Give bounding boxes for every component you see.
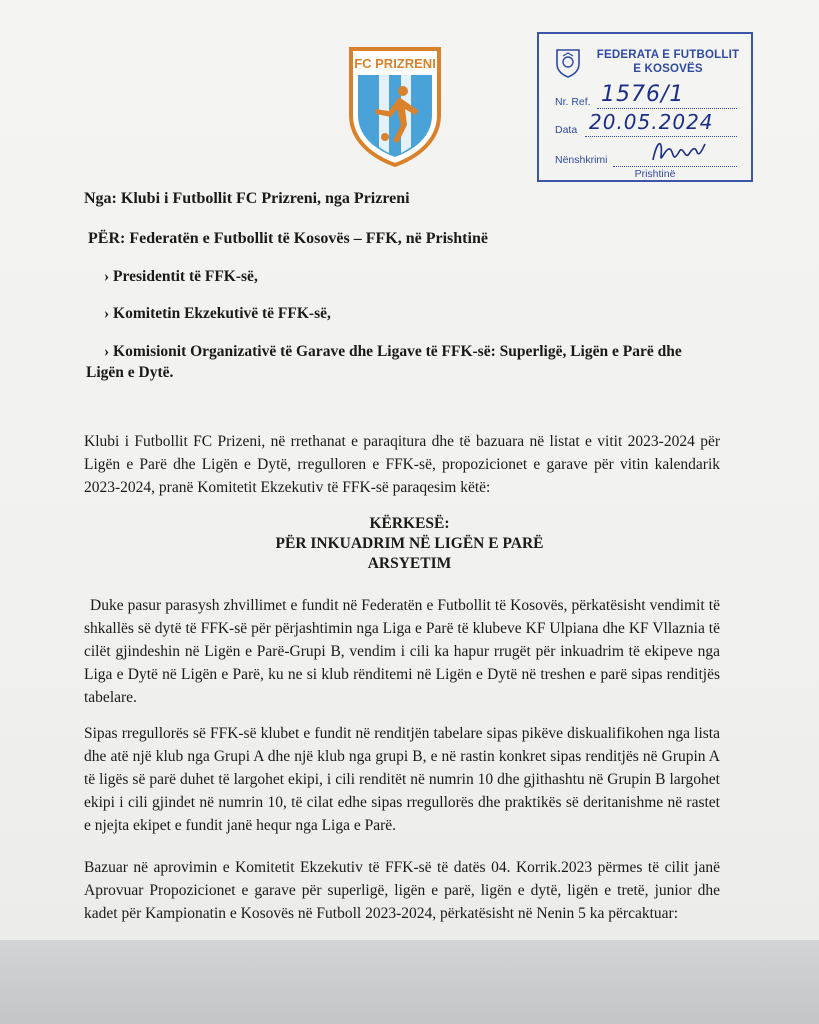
date-label: Data bbox=[555, 124, 578, 136]
fc-prizreni-logo bbox=[345, 45, 445, 167]
from-line: Nga: Klubi i Futbollit FC Prizreni, nga Prizreni bbox=[84, 190, 410, 207]
recipient-3 bbox=[104, 343, 682, 361]
ref-label: Nr. Ref. bbox=[555, 96, 591, 108]
title-subject: PËR INKUADRIM NË LIGËN E PARË bbox=[275, 535, 544, 552]
stamp-title-line2: E KOSOVËS bbox=[633, 63, 703, 75]
paragraph-2: Sipas rregullorës së FFK-së klubet e fundit në renditjën tabelare sipas pikëve diskualifikohen nga lista dhe atë një klub nga Grupi A dhe një klub nga grupi B, e në rastin konkret sipas renditjës në Grupin A të ligës së parë duhet të largohet ekipi, i cili renditët në numrin 10 dhe gjithashtu në Grupin B largohet ekipi i cili gjindet në numrin 10, të cilat edhe sipas rregullorës dhe praktikës së deritanishme në rastet e njejta ekipet e fundit janë hequr nga Liga e Parë. bbox=[84, 725, 720, 834]
stamp-title-line1: FEDERATA E FUTBOLLIT bbox=[596, 49, 740, 61]
page-background bbox=[0, 940, 819, 1024]
stamp-city: Prishtinë bbox=[634, 168, 676, 180]
paragraph-3: Bazuar në aprovimin e Komitetit Ekzekutiv të FFK-së të datës 04. Korrik.2023 përmes të cilit janë Aprovuar Propozicionet e garave për superligë, ligën e parë, ligën e dytë, ligën e tretë, junior dhe kadet për Kampionatin e Kosovës në Futboll 2023-2024, përkatësisht në Nenin 5 ka përcaktuar: bbox=[84, 859, 720, 922]
title-request: KËRKESË: bbox=[369, 515, 450, 532]
title-reasoning: ARSYETIM bbox=[367, 555, 452, 572]
ref-line bbox=[597, 108, 737, 109]
stamp-title bbox=[585, 48, 751, 76]
ref-value: 1576/1 bbox=[601, 82, 685, 107]
paragraph-1: Duke pasur parasysh zhvillimet e fundit në Federatën e Futbollit të Kosovës, përkatësisht vendimit të shkallës së dytë të FFK-së për përjashtimin nga Liga e Parë të klubeve KF Ulpiana dhe KF Vllaznia të cilët gjindeshin në Ligën e Parë-Grupi B, vendim i cili ka hapur rrugët për inkuadrim të ekipeve nga Liga e Dytë në Ligën e Parë, ku ne si klub rënditemi në Ligën e Dytë në treshen e parë sipas renditjës tabelare. bbox=[84, 597, 720, 706]
date-value: 20.05.2024 bbox=[589, 110, 714, 134]
bullet-arrow-icon: › bbox=[104, 268, 110, 285]
recipient-1-text: Presidentit të FFK-së, bbox=[113, 268, 258, 285]
to-line: PËR: Federatën e Futbollit të Kosovës – FFK, në Prishtinë bbox=[88, 230, 488, 247]
signature-label: Nënshkrimi bbox=[555, 154, 608, 166]
federation-stamp bbox=[537, 32, 753, 182]
handwritten-signature bbox=[649, 134, 709, 168]
recipient-2-text: Komitetin Ekzekutivë të FFK-së, bbox=[113, 305, 331, 322]
bullet-arrow-icon: › bbox=[104, 305, 110, 322]
recipient-1 bbox=[104, 268, 258, 286]
recipient-3-text: Komisionit Organizativë të Garave dhe Ligave të FFK-së: Superligë, Ligën e Parë dhe bbox=[113, 343, 682, 360]
bullet-arrow-icon: › bbox=[104, 343, 110, 360]
intro-paragraph: Klubi i Futbollit FC Prizeni, në rrethanat e paraqitura dhe të bazuara në listat e vitit 2023-2024 për Ligën e Parë dhe Ligën e Dytë, rregulloren e FFK-së, propozicionet e garave për vitin kalendarik 2023-2024, pranë Komitetit Ekzekutiv të FFK-së paraqesim këtë: bbox=[84, 433, 720, 496]
recipient-2 bbox=[104, 305, 331, 323]
logo-text: FC PRIZRENI bbox=[354, 56, 436, 71]
recipient-3-continuation: Ligën e Dytë. bbox=[86, 364, 174, 381]
ffk-emblem-icon bbox=[555, 44, 581, 78]
